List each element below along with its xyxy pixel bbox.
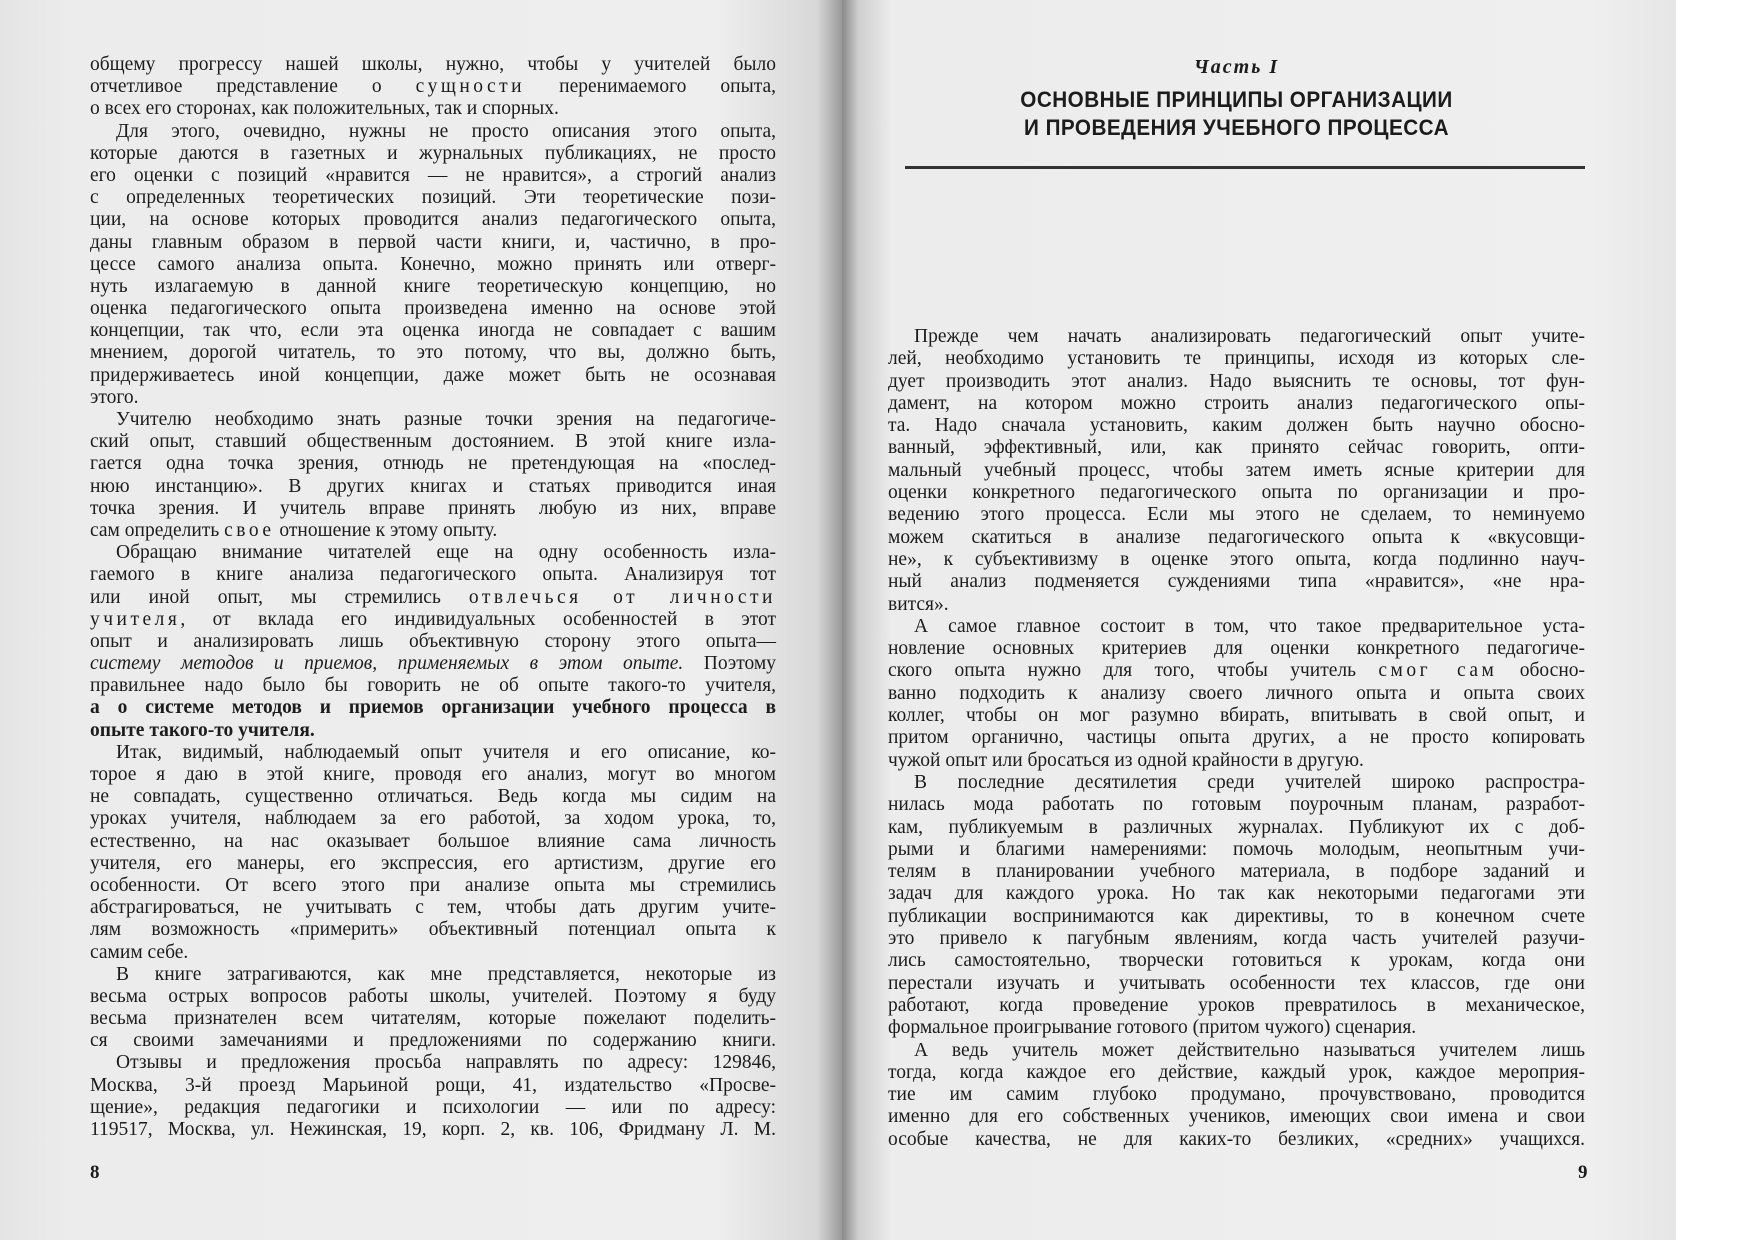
text-segment: о всех его сторонах, как положительных, так и спорных. (90, 98, 559, 120)
text-line (90, 831, 776, 853)
text-line (90, 720, 776, 742)
text-segment: кам, публикуемым в различных журналах. Публикуют их с доб- (888, 816, 1585, 838)
text-line (888, 906, 1585, 928)
text-segment: В последние десятилетия среди учителей широко распростра- (914, 771, 1585, 793)
text-line (90, 143, 776, 165)
text-line (90, 98, 776, 120)
text-line (90, 1052, 776, 1074)
text-segment: публикации воспринимаются как директивы, то в конечном счете (888, 905, 1585, 927)
left-page-number: 8 (90, 1162, 100, 1183)
text-line (888, 660, 1585, 682)
text-segment: вится». (888, 593, 949, 615)
text-line (90, 631, 776, 653)
text-line (90, 786, 776, 808)
text-line (90, 76, 776, 98)
text-segment: 119517, Москва, ул. Нежинская, 19, корп. 2, кв. 106, Фридману Л. М. (90, 1119, 776, 1140)
text-line (90, 919, 776, 941)
text-line (90, 875, 776, 897)
text-segment: цессе самого анализа опыта. Конечно, можно принять или отверг- (90, 253, 776, 275)
text-line (90, 209, 776, 231)
text-segment: концепции, так что, если эта оценка иногда не совпадает с вашим (90, 320, 776, 342)
text-line (90, 653, 776, 675)
text-line (90, 986, 776, 1008)
text-line (888, 705, 1585, 727)
left-page-text (90, 54, 776, 1141)
text-segment: задач для каждого урока. Но так как некоторыми педагогами эти (888, 883, 1585, 905)
text-segment: перенимаемого опыта, (525, 76, 776, 98)
chapter-title-line: ОСНОВНЫЕ ПРИНЦИПЫ ОРГАНИЗАЦИИ (1020, 87, 1453, 112)
text-segment: опыт и анализировать лишь объективную сторону этого опыта— (90, 630, 776, 652)
text-segment: именно для его собственных учеников, имеющих свои имена и свои (888, 1106, 1585, 1128)
text-segment: А ведь учитель может действительно называться учителем лишь (914, 1039, 1585, 1061)
text-line (888, 683, 1585, 705)
text-segment: торое я даю в этой книге, проводя его анализ, могут во многом (90, 764, 776, 785)
text-line (888, 1129, 1585, 1151)
text-segment: можем скатиться в анализе педагогического опыта к «вкусовщи- (888, 526, 1585, 548)
text-line (888, 1017, 1585, 1039)
text-line (888, 371, 1585, 393)
text-segment: ся своими замечаниями и предложениями по содержанию книги. (90, 1030, 776, 1052)
text-segment: ный анализ подменяется суждениями типа «нравится», «не нра- (888, 571, 1585, 593)
text-line (888, 839, 1585, 861)
text-segment: сам определить (90, 519, 225, 541)
text-line (90, 320, 776, 342)
bold-text: опыте такого-то учителя. (90, 719, 315, 741)
text-segment: А самое главное состоит в том, что такое предварительное уста- (914, 615, 1585, 637)
text-segment: Учителю необходимо знать разные точки зрения на педагогиче- (116, 409, 776, 430)
text-line (90, 276, 776, 298)
text-line (888, 1062, 1585, 1084)
text-segment: рыми и благими намерениями: помочь молодым, неопытным учи- (888, 838, 1585, 860)
text-line (90, 365, 776, 387)
text-line (90, 254, 776, 276)
text-segment: обосно- (1497, 660, 1585, 682)
text-line (90, 609, 776, 631)
text-segment: мнением, дорогой читатель, то это потому, что вы, должно быть, (90, 342, 776, 364)
text-segment: ванный, эффективный, или, как принято сейчас говорить, опти- (888, 437, 1585, 459)
text-segment: Поэтому (683, 653, 776, 675)
text-segment: нилась мода работать по готовым поурочным планам, разработ- (888, 794, 1585, 816)
text-line (90, 121, 776, 143)
text-segment: тогда, когда каждое его действие, каждый урок, каждое мероприя- (888, 1061, 1585, 1083)
text-segment: лям возможность «примерить» объективный потенциал опыта к (90, 919, 776, 941)
text-line (888, 460, 1585, 482)
text-segment: или иной опыт, мы стремились (90, 586, 469, 608)
text-segment: оценки конкретного педагогического опыта по организации и про- (888, 482, 1585, 504)
spaced-emphasis: сущности (415, 76, 526, 98)
text-line (90, 232, 776, 254)
text-segment: особенности. От всего этого при анализе опыта мы стремились (90, 874, 776, 896)
text-line (888, 1084, 1585, 1106)
text-line (90, 342, 776, 364)
text-segment: учителя, его манеры, его экспрессия, его артистизм, другие его (90, 852, 776, 874)
title-rule (905, 166, 1585, 169)
text-line (90, 964, 776, 986)
text-line (888, 794, 1585, 816)
part-label: Часть I (1193, 56, 1280, 78)
text-segment: дамент, на котором можно строить анализ педагогического опы- (888, 392, 1585, 414)
text-segment: ведению этого процесса. Если мы этого не сделаем, то неминуемо (888, 504, 1585, 526)
text-segment: мальный учебный процесс, чтобы затем иметь ясные критерии для (888, 459, 1585, 481)
text-line (888, 950, 1585, 972)
text-segment: ванно подходить к анализу своего личного опыта и опыта своих (888, 682, 1585, 704)
text-segment: особые качества, не для каких-то безликих, «средних» учащихся. (888, 1128, 1585, 1150)
text-line (90, 1030, 776, 1052)
text-segment: гается одна точка зрения, отнюдь не претендующая на «послед- (90, 453, 776, 475)
text-line (90, 387, 776, 409)
text-line (90, 942, 776, 964)
right-page-number: 9 (1578, 1162, 1588, 1183)
text-segment: новление основных критериев для оценки конкретного педагогиче- (888, 638, 1585, 660)
text-segment: не», к субъективизму в оценке этого опыта, когда подлинно науч- (888, 548, 1585, 570)
text-line (888, 571, 1585, 593)
text-segment: В книге затрагиваются, как мне представляется, некоторые из (116, 963, 776, 985)
text-segment: уроках учителя, наблюдаем за его работой, за ходом урока, то, (90, 808, 776, 830)
text-segment: формальное проигрывание готового (притом чужого) сценария. (888, 1017, 1417, 1039)
text-segment: лись самостоятельно, творчески готовиться к урокам, когда они (888, 950, 1585, 972)
text-segment: естественно, на нас оказывает большое влияние сама личность (90, 830, 776, 852)
text-line (90, 897, 776, 919)
text-line (888, 482, 1585, 504)
text-line (90, 808, 776, 830)
text-line (888, 1040, 1585, 1062)
text-segment: коллег, чтобы он мог разумно вбирать, впитывать в свой опыт, и (888, 705, 1585, 727)
text-segment: нюю инстанцию». В других книгах и статьях приводится иная (90, 475, 776, 497)
chapter-title (916, 86, 1557, 142)
text-segment: ского опыта нужно для того, чтобы учитель (888, 660, 1379, 682)
text-line (888, 727, 1585, 749)
text-line (90, 1097, 776, 1119)
text-line (90, 764, 776, 786)
text-segment: Обращаю внимание читателей еще на одну особенность изла- (116, 542, 776, 564)
text-segment: телям в планировании учебного материала, в подборе заданий и (888, 861, 1585, 883)
text-line (888, 549, 1585, 571)
text-line (888, 973, 1585, 995)
text-segment: перестали изучать и учитывать особенности тех классов, где они (888, 972, 1585, 994)
text-line (90, 520, 776, 542)
text-segment: самим себе. (90, 941, 189, 963)
text-line (90, 853, 776, 875)
text-segment: Отзывы и предложения просьба направлять по адресу: 129846, (116, 1052, 776, 1074)
text-segment: притом органично, частицы опыта других, а не просто копировать (888, 727, 1585, 749)
text-line (888, 504, 1585, 526)
italic-text: систему методов и приемов, применяемых в этом опыте. (90, 653, 684, 675)
text-segment: его оценки с позиций «нравится — не нравится», а строгий анализ (90, 164, 776, 186)
text-segment: которые даются в газетных и журнальных публикациях, не просто (90, 142, 776, 164)
text-line (888, 883, 1585, 905)
text-line (888, 995, 1585, 1017)
text-segment: отчетливое представление о (90, 76, 416, 98)
text-segment: правильнее надо было бы говорить не об опыте такого-то учителя, (90, 675, 776, 697)
text-line (888, 1106, 1585, 1128)
text-segment: даны главным образом в первой части книги, и, частично, в про- (90, 231, 776, 253)
text-line (888, 393, 1585, 415)
chapter-title-line: И ПРОВЕДЕНИЯ УЧЕБНОГО ПРОЦЕССА (1024, 115, 1449, 140)
text-line (90, 1119, 776, 1141)
text-segment: ский опыт, ставший общественным достоянием. В этой книге изла- (90, 431, 776, 453)
spaced-emphasis: смог сам (1378, 660, 1498, 682)
text-line (90, 453, 776, 475)
text-line (888, 326, 1585, 348)
text-segment: это привело к пагубным явлениям, когда часть учителей разучи- (888, 928, 1585, 950)
text-line (888, 750, 1585, 772)
text-line (90, 54, 776, 76)
text-segment: придерживаетесь иной концепции, даже может быть не осознавая (90, 364, 776, 386)
right-page-text (888, 326, 1585, 1151)
text-line (888, 772, 1585, 794)
text-segment: весьма острых вопросов работы школы, учителей. Поэтому я буду (90, 985, 776, 1007)
text-segment: не совпадать, существенно отличаться. Ведь когда мы сидим на (90, 786, 776, 808)
text-line (888, 437, 1585, 459)
text-line (90, 675, 776, 697)
text-line (90, 542, 776, 564)
text-segment: работают, когда проведение уроков превратилось в механическое, (888, 994, 1585, 1016)
spaced-emphasis: отвлечься от личности (468, 586, 776, 608)
text-line (90, 187, 776, 209)
text-segment: чужой опыт или бросаться из одной крайности в другую. (888, 749, 1364, 771)
text-segment: гаемого в книге анализа педагогического опыта. Анализируя тот (90, 564, 776, 586)
text-segment: абстрагироваться, не учитывать с тем, чтобы дать другим учите- (90, 897, 776, 919)
text-line (888, 415, 1585, 437)
text-segment: Прежде чем начать анализировать педагогический опыт учите- (914, 326, 1585, 347)
text-segment: тие им самим глубоко продумано, прочувствовано, проводится (888, 1084, 1585, 1106)
text-line (888, 817, 1585, 839)
bold-text: а о системе методов и приемов организации учебного процесса в (90, 697, 776, 719)
text-segment: весьма признателен всем читателям, которые пожелают поделить- (90, 1008, 776, 1030)
text-line (888, 594, 1585, 616)
text-line (888, 638, 1585, 660)
text-line (90, 476, 776, 498)
text-line (90, 1008, 776, 1030)
text-segment: ции, на основе которых проводится анализ педагогического опыта, (90, 209, 776, 231)
text-segment: , от вклада его индивидуальных особенностей в этот (180, 608, 776, 630)
text-line (888, 928, 1585, 950)
text-line (888, 616, 1585, 638)
text-segment: с определенных теоретических позиций. Эти теоретические пози- (90, 187, 776, 209)
text-segment: та. Надо сначала установить, каким должен быть научно обосно- (888, 415, 1585, 437)
text-segment: Для этого, очевидно, нужны не просто описания этого опыта, (116, 120, 776, 142)
text-line (888, 348, 1585, 370)
text-segment: общему прогрессу нашей школы, нужно, чтобы у учителей было (90, 54, 776, 75)
text-line (90, 742, 776, 764)
text-line (90, 431, 776, 453)
text-line (90, 1075, 776, 1097)
text-line (90, 564, 776, 586)
text-line (90, 498, 776, 520)
text-line (888, 861, 1585, 883)
text-line (90, 409, 776, 431)
text-segment: нуть излагаемую в данной книге теоретическую концепцию, но (90, 275, 776, 297)
text-segment: щение», редакция педагогики и психологии — или по адресу: (90, 1096, 776, 1118)
spaced-emphasis: свое (224, 519, 275, 541)
text-line (90, 165, 776, 187)
text-line (888, 527, 1585, 549)
text-segment: отношение к этому опыту. (274, 519, 498, 541)
text-line (90, 298, 776, 320)
text-segment: Итак, видимый, наблюдаемый опыт учителя и его описание, ко- (116, 741, 776, 763)
text-segment: Москва, 3-й проезд Марьиной рощи, 41, издательство «Просве- (90, 1074, 776, 1096)
text-line (90, 697, 776, 719)
text-segment: этого. (90, 386, 139, 408)
spaced-emphasis: учителя (90, 608, 181, 630)
text-segment: лей, необходимо установить те принципы, исходя из которых сле- (888, 348, 1585, 370)
text-segment: дует производить этот анализ. Надо выяснить те основы, тот фун- (888, 370, 1585, 392)
text-line (90, 587, 776, 609)
text-segment: точка зрения. И учитель вправе принять любую из них, вправе (90, 497, 776, 519)
text-segment: оценка педагогического опыта произведена именно на основе этой (90, 298, 776, 320)
